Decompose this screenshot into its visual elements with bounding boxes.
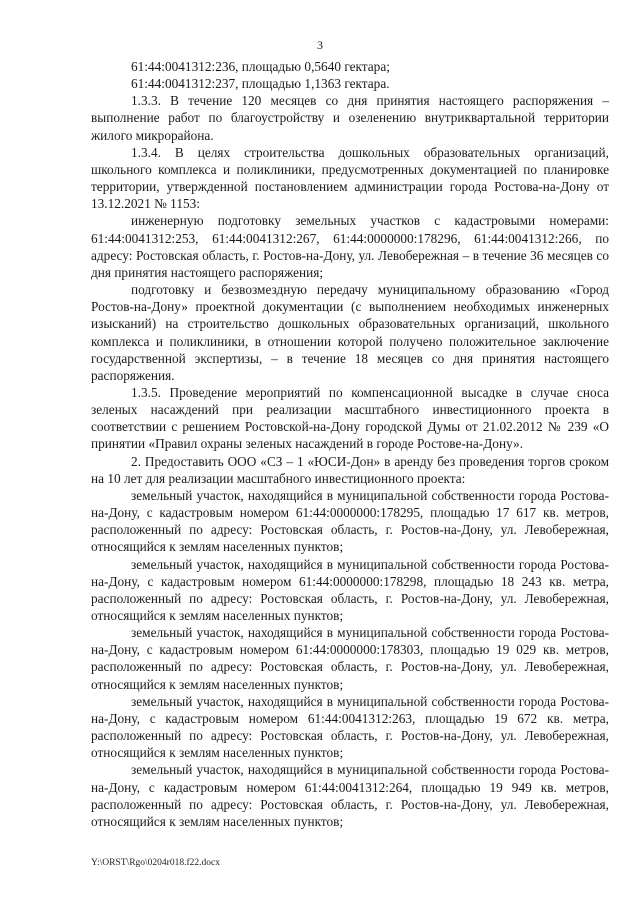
paragraph-project-documentation: подготовку и безвозмездную передачу муниципальному образованию «Город Ростов-на-Дону» проектной документации (с выполнением необходимых инженерных изысканий) на строительство дошкольных образовательных организаций, школьного комплекса и поликлиники, в отношении которой получено положительное заключение государственной экспертизы, – в течение 18 месяцев со дня принятия настоящего распоряжения. [91, 282, 609, 383]
paragraph-cadastral-237: 61:44:0041312:237, площадью 1,1363 гектара. [131, 76, 390, 92]
paragraph-land-plot-264: земельный участок, находящийся в муниципальной собственности города Ростова-на-Дону, с кадастровым номером 61:44:0041312:264, площадью 19 949 кв. метров, расположенный по адресу: Ростовская область, г. Ростов-на-Дону, ул. Левобережная, относящийся к землям населенных пунктов; [91, 762, 609, 829]
paragraph-1-3-4: 1.3.4. В целях строительства дошкольных образовательных организаций, школьного комплекса и поликлиники, предусмотренных документацией по планировке территории, утвержденной постановлением администрации города Ростова-на-Дону от 13.12.2021 № 1153: [91, 144, 609, 212]
paragraph-1-3-3: 1.3.3. В течение 120 месяцев со дня принятия настоящего распоряжения – выполнение работ по благоустройству и озеленению внутриквартальной территории жилого микрорайона. [91, 93, 609, 143]
paragraph-cadastral-236: 61:44:0041312:236, площадью 0,5640 гектара; [131, 59, 390, 74]
paragraph-land-plot-178303: земельный участок, находящийся в муниципальной собственности города Ростова-на-Дону, с кадастровым номером 61:44:0000000:178303, площадью 19 029 кв. метров, расположенный по адресу: Ростовская область, г. Ростов-на-Дону, ул. Левобережная, относящийся к землям населенных пунктов; [91, 625, 609, 692]
paragraph-1-3-5: 1.3.5. Проведение мероприятий по компенсационной высадке в случае сноса зеленых насаждений при реализации масштабного инвестиционного проекта в соответствии с решением Ростовской-на-Дону городской Думы от 21.02.2012 № 239 «О принятии «Правил охраны зеленых насаждений в городе Ростове-на-Дону». [91, 384, 609, 452]
paragraph-2-lease: 2. Предоставить ООО «СЗ – 1 «ЮСИ-Дон» в аренду без проведения торгов сроком на 10 лет для реализации масштабного инвестиционного проекта: [91, 453, 609, 486]
document-body [91, 58, 609, 830]
footer-file-path: Y:\ORST\Rgo\0204r018.f22.docx [91, 858, 220, 868]
paragraph-land-plot-178295: земельный участок, находящийся в муниципальной собственности города Ростова-на-Дону, с кадастровым номером 61:44:0000000:178295, площадью 17 617 кв. метров, расположенный по адресу: Ростовская область, г. Ростов-на-Дону, ул. Левобережная, относящийся к землям населенных пунктов; [91, 487, 609, 555]
paragraph-land-plot-178298: земельный участок, находящийся в муниципальной собственности города Ростова-на-Дону, с кадастровым номером 61:44:0000000:178298, площадью 18 243 кв. метра, расположенный по адресу: Ростовская область, г. Ростов-на-Дону, ул. Левобережная, относящийся к землям населенных пунктов; [91, 556, 609, 623]
page-number: 3 [317, 38, 323, 52]
paragraph-engineering-preparation: инженерную подготовку земельных участков с кадастровыми номерами: 61:44:0041312:253, 61:44:0041312:267, 61:44:0000000:178296, 61:44:0041312:266, по адресу: Ростовская область, г. Ростов-на-Дону, ул. Левобережная – в течение 36 месяцев со дня принятия настоящего распоряжения; [91, 213, 609, 280]
paragraph-land-plot-263: земельный участок, находящийся в муниципальной собственности города Ростова-на-Дону, с кадастровым номером 61:44:0041312:263, площадью 19 672 кв. метра, расположенный по адресу: Ростовская область, г. Ростов-на-Дону, ул. Левобережная, относящийся к землям населенных пунктов; [91, 693, 609, 761]
